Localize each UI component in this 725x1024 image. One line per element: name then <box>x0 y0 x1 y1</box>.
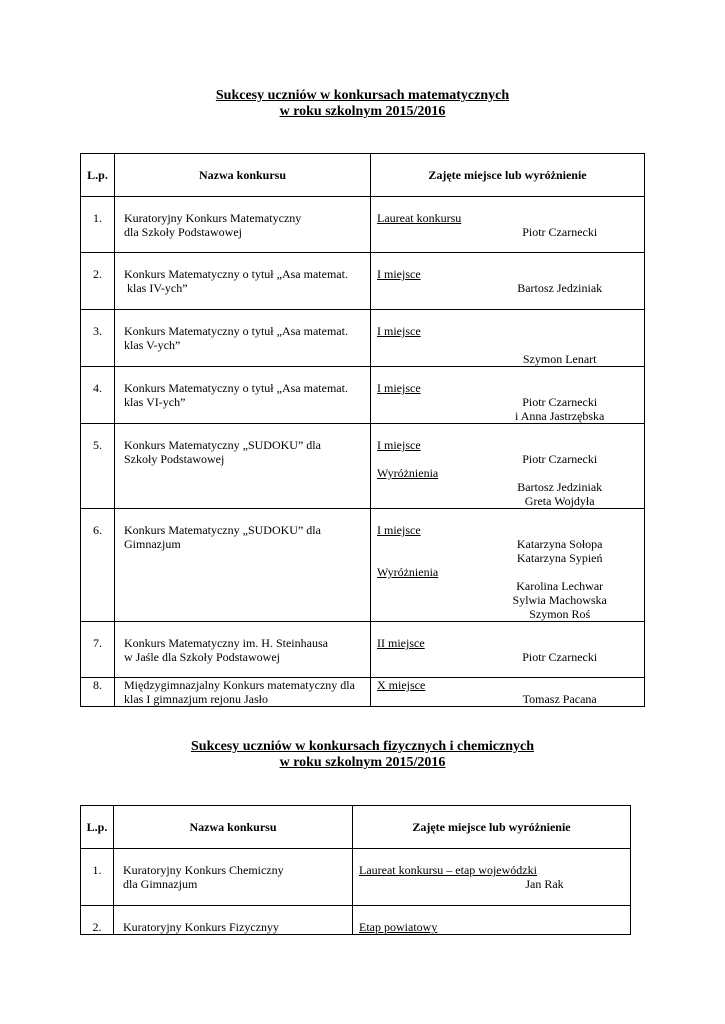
row-number: 7. <box>81 622 115 678</box>
row-number: 2. <box>81 906 114 935</box>
student-name: Sylwia Machowska <box>512 593 607 607</box>
contest-name-line: dla Szkoły Podstawowej <box>124 225 242 239</box>
row-number: 6. <box>81 509 115 622</box>
contest-name-line: Kuratoryjny Konkurs Chemiczny <box>123 863 284 877</box>
contest-name <box>114 906 353 935</box>
contest-name-line: Kuratoryjny Konkurs Fizycznyy <box>123 920 279 934</box>
student-name: Katarzyna Sypień <box>516 551 603 565</box>
contest-name-line: Konkurs Matematyczny „SUDOKU” dla <box>124 438 321 452</box>
table-row <box>81 253 645 310</box>
contest-result <box>371 367 645 424</box>
contest-result <box>371 622 645 678</box>
contest-name <box>115 509 371 622</box>
contest-name <box>115 253 371 310</box>
contest-name-line: Gimnazjum <box>124 537 181 551</box>
row-number: 4. <box>81 367 115 424</box>
student-name: Piotr Czarnecki <box>522 225 598 239</box>
award-place: X miejsce <box>377 678 426 692</box>
student-name: Katarzyna Sołopa <box>516 537 603 551</box>
award-place: I miejsce <box>377 324 421 338</box>
contest-name <box>114 849 353 906</box>
section-heading-math <box>0 88 725 120</box>
header-lp: L.p. <box>81 154 115 197</box>
student-name: Szymon Roś <box>529 607 591 621</box>
student-name: Greta Wojdyła <box>524 494 595 508</box>
contest-name-line: klas VI-ych” <box>124 395 186 409</box>
contest-name-line: Szkoły Podstawowej <box>124 452 225 466</box>
table-header-row <box>81 806 631 849</box>
contest-name <box>115 678 371 707</box>
award-place: I miejsce <box>377 438 421 452</box>
table-row <box>81 906 631 935</box>
row-number: 1. <box>81 197 115 253</box>
contest-name-line: Konkurs Matematyczny „SUDOKU” dla <box>124 523 321 537</box>
contest-result <box>371 197 645 253</box>
section-title-line1: Sukcesy uczniów w konkursach fizycznych i chemicznych <box>191 739 534 754</box>
table-row <box>81 678 645 707</box>
row-number: 3. <box>81 310 115 367</box>
award-place: Laureat konkursu <box>377 211 462 225</box>
contest-name-line: dla Gimnazjum <box>123 877 198 891</box>
section-heading-science <box>0 739 725 771</box>
contest-name-line: klas I gimnazjum rejonu Jasło <box>124 692 268 706</box>
row-number: 5. <box>81 424 115 509</box>
contest-result <box>371 509 645 622</box>
contest-name-line: Konkurs Matematyczny im. H. Steinhausa <box>124 636 328 650</box>
contest-name-line: klas V-ych” <box>124 338 181 352</box>
table-row <box>81 424 645 509</box>
award-place: I miejsce <box>377 267 421 281</box>
student-name: Szymon Lenart <box>522 352 597 366</box>
header-result: Zajęte miejsce lub wyróżnienie <box>353 806 631 849</box>
math-contest-table <box>80 153 645 707</box>
student-name: Jan Rak <box>525 877 564 891</box>
table-row <box>81 310 645 367</box>
student-name: Karolina Lechwar <box>516 579 604 593</box>
student-name: Piotr Czarnecki <box>522 395 598 409</box>
row-number: 2. <box>81 253 115 310</box>
contest-result <box>371 678 645 707</box>
student-name: i Anna Jastrzębska <box>515 409 605 423</box>
section-title-line2: w roku szkolnym 2015/2016 <box>279 755 446 770</box>
contest-name-line: Kuratoryjny Konkurs Matematyczny <box>124 211 302 225</box>
contest-result <box>371 253 645 310</box>
contest-name-line: Konkurs Matematyczny o tytuł „Asa matemat. <box>124 267 348 281</box>
contest-result <box>353 849 631 906</box>
table-row <box>81 197 645 253</box>
contest-name-line: klas IV-ych” <box>124 281 188 295</box>
contest-name <box>115 424 371 509</box>
table-header-row <box>81 154 645 197</box>
contest-name-line: Międzygimnazjalny Konkurs matematyczny dla <box>124 678 355 692</box>
award-place: II miejsce <box>377 636 425 650</box>
contest-name <box>115 367 371 424</box>
contest-result <box>353 906 631 935</box>
award-place: Wyróżnienia <box>377 565 439 579</box>
contest-name-line: Konkurs Matematyczny o tytuł „Asa matemat. <box>124 324 348 338</box>
award-place: Wyróżnienia <box>377 466 439 480</box>
header-lp: L.p. <box>81 806 114 849</box>
contest-name <box>115 310 371 367</box>
science-contest-table <box>80 805 631 935</box>
contest-result <box>371 424 645 509</box>
contest-name <box>115 197 371 253</box>
table-row <box>81 367 645 424</box>
section-title-line2: w roku szkolnym 2015/2016 <box>279 104 446 119</box>
table-row <box>81 849 631 906</box>
contest-result <box>371 310 645 367</box>
student-name: Piotr Czarnecki <box>522 452 598 466</box>
student-name: Tomasz Pacana <box>522 692 597 706</box>
header-result: Zajęte miejsce lub wyróżnienie <box>371 154 645 197</box>
header-name: Nazwa konkursu <box>115 154 371 197</box>
table-row <box>81 509 645 622</box>
student-name: Bartosz Jedziniak <box>517 480 603 494</box>
header-name: Nazwa konkursu <box>114 806 353 849</box>
spacer <box>377 338 638 352</box>
contest-name <box>115 622 371 678</box>
student-name: Piotr Czarnecki <box>522 650 598 664</box>
award-place: Etap powiatowy <box>359 920 438 934</box>
contest-name-line: w Jaśle dla Szkoły Podstawowej <box>124 650 280 664</box>
student-name: Bartosz Jedziniak <box>517 281 603 295</box>
row-number: 1. <box>81 849 114 906</box>
row-number: 8. <box>81 678 115 707</box>
contest-name-line: Konkurs Matematyczny o tytuł „Asa matemat. <box>124 381 348 395</box>
table-row <box>81 622 645 678</box>
award-place: I miejsce <box>377 523 421 537</box>
section-title-line1: Sukcesy uczniów w konkursach matematycznych <box>215 88 510 103</box>
award-place: I miejsce <box>377 381 421 395</box>
award-place: Laureat konkursu – etap wojewódzki <box>359 863 537 877</box>
